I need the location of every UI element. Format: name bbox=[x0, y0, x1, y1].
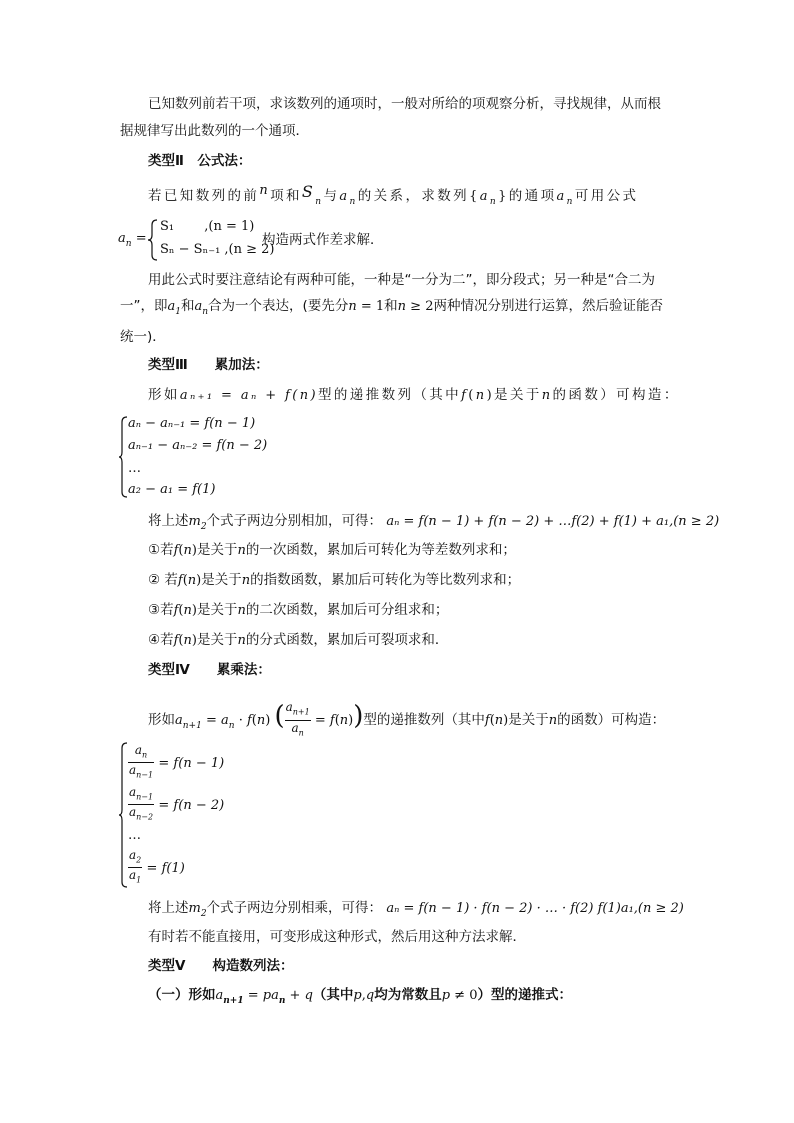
type3-system-row-1: aₙ − aₙ₋₁ = f(n − 1) bbox=[128, 416, 256, 431]
type4-system-row-2: $\frac{a_{n-1}}{a_{n-2}}$ = f(n − 2) bbox=[129, 785, 225, 822]
type4-result: 将上述$m_2$个式子两边分别相乘，可得： aₙ = f(n − 1) · f(n − 2) · … · f(2) f(1)a₁,(n ≥ 2) bbox=[148, 900, 684, 919]
type2-case-2: Sₙ − Sₙ₋₁ ,(n ≥ 2) bbox=[160, 242, 275, 257]
type3-item-4: ④若f(n)是关于n的分式函数，累加后可裂项求和． bbox=[148, 632, 449, 648]
type3-item-2: ② 若f(n)是关于n的指数函数，累加后可转化为等比数列求和； bbox=[148, 572, 521, 588]
type4-system-row-4: $\frac{a_2}{a_1}$ = f(1) bbox=[129, 848, 185, 885]
type5-heading: 类型Ⅴ 构造数列法： bbox=[148, 958, 294, 974]
type3-brace-icon bbox=[118, 416, 128, 498]
type2-an-label: $a_n$ = bbox=[118, 231, 147, 249]
type3-item-3: ③若f(n)是关于n的二次函数，累加后可分组求和； bbox=[148, 602, 449, 618]
type4-paragraph-1: 形如$a_{n+1} = a_n \cdot f(n)$ ( $\frac{a_{n+1}}{a_n}$ = f(n))型的递推数列（其中f(n)是关于n的函数）可构造： bbox=[148, 700, 666, 737]
type2-heading: 类型Ⅱ 公式法： bbox=[148, 153, 252, 169]
type4-system-row-3: … bbox=[128, 828, 141, 843]
type2-case-1: S₁ ,(n = 1) bbox=[160, 219, 255, 234]
type2-brace-icon bbox=[147, 219, 159, 261]
type2-paragraph-3-line-1: 用此公式时要注意结论有两种可能，一种是“一分为二”，即分段式；另一种是“合二为 bbox=[148, 272, 655, 288]
type4-note: 有时若不能直接用，可变形成这种形式，然后用这种方法求解． bbox=[148, 929, 526, 945]
type3-paragraph-1: 形如aₙ₊₁ = aₙ + f(n)型的递推数列（其中f(n)是关于n的函数）可构造： bbox=[148, 387, 680, 403]
type4-brace-icon bbox=[118, 742, 128, 888]
type4-heading: 类型Ⅳ 累乘法： bbox=[148, 662, 271, 678]
type5-subheading-1: （一）形如$a_{n+1} = pa_n + q$（其中p,q均为常数且p ≠ 0）型的递推式： bbox=[148, 987, 572, 1006]
type4-system-row-1: $\frac{a_n}{a_{n-1}}$ = f(n − 1) bbox=[129, 743, 225, 780]
type2-paragraph-2: 构造两式作差求解． bbox=[262, 232, 384, 248]
type2-paragraph-3-line-2: 一”，即$a_1$和$a_n$合为一个表达，(要先分n = 1和n ≥ 2两种情况分别进行运算，然后验证能否 bbox=[120, 298, 663, 317]
type3-result: 将上述$m_2$个式子两边分别相加，可得： aₙ = f(n − 1) + f(n − 2) + …f(2) + f(1) + a₁,(n ≥ 2) bbox=[148, 513, 720, 532]
type2-paragraph-1: 若已知数列的前n项和$S_n$与$a_n$的关系，求数列$\{a_n\}$的通项$a_n$可用公式 bbox=[148, 182, 639, 207]
type2-paragraph-3-line-3: 统一)． bbox=[120, 329, 166, 345]
intro-line-2: 据规律写出此数列的一个通项． bbox=[120, 123, 309, 139]
intro-line-1: 已知数列前若干项，求该数列的通项时，一般对所给的项观察分析，寻找规律，从而根 bbox=[148, 96, 661, 112]
type3-system-row-3: … bbox=[128, 461, 141, 476]
type3-system-row-4: a₂ − a₁ = f(1) bbox=[128, 482, 216, 497]
type3-heading: 类型Ⅲ 累加法： bbox=[148, 357, 269, 373]
type3-system-row-2: aₙ₋₁ − aₙ₋₂ = f(n − 2) bbox=[128, 438, 268, 453]
type3-item-1: ①若f(n)是关于n的一次函数，累加后可转化为等差数列求和； bbox=[148, 542, 516, 558]
